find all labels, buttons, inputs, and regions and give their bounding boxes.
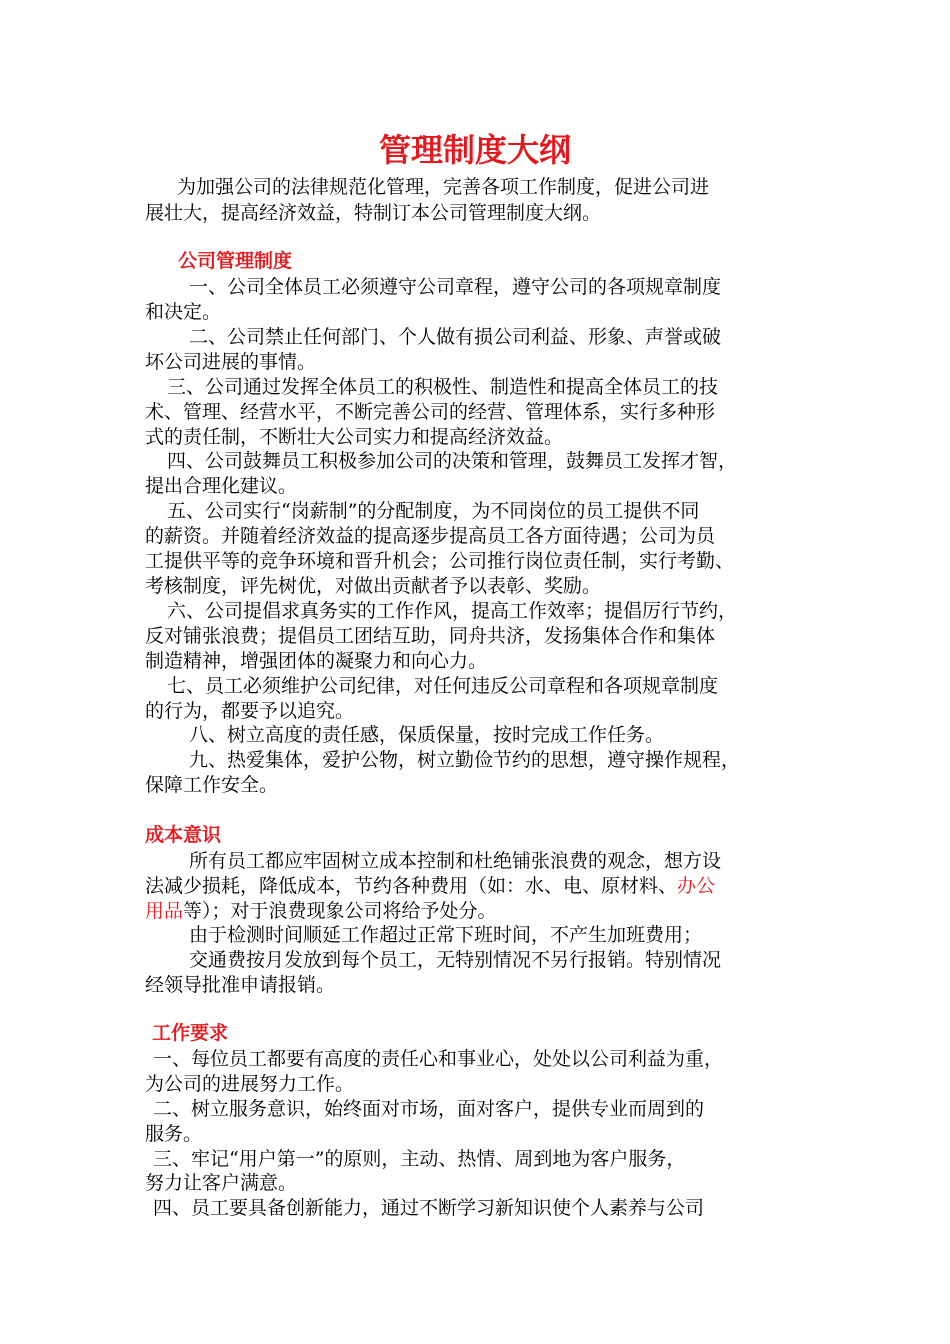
section3-line-4: 服务。	[145, 1123, 203, 1145]
section1-line-21: 保障工作安全。	[145, 774, 279, 796]
section1-line-6: 术、管理、经营水平，不断完善公司的经营、管理体系，实行多种形	[145, 401, 716, 423]
section-heading-management: 公司管理制度	[178, 250, 293, 272]
section1-line-3: 二、公司禁止任何部门、个人做有损公司利益、形象、声誉或破	[189, 326, 722, 348]
section1-line-4: 坏公司进展的事情。	[145, 351, 317, 373]
section2-line-2-text: 法减少损耗，降低成本，节约各种费用（如：水、电、原材料、	[145, 875, 678, 897]
section3-line-1: 一、每位员工都要有高度的责任心和事业心，处处以公司利益为重，	[153, 1048, 724, 1070]
section3-line-6: 努力让客户满意。	[145, 1172, 298, 1194]
section1-line-10: 五、公司实行“岗薪制”的分配制度，为不同岗位的员工提供不同	[167, 500, 700, 522]
section1-line-18: 的行为，都要予以追究。	[145, 700, 355, 722]
section1-line-13: 考核制度，评先树优，对做出贡献者予以表彰、奖励。	[145, 575, 602, 597]
section1-line-12: 工提供平等的竞争环境和晋升机会；公司推行岗位责任制，实行考勤、	[145, 550, 735, 572]
section2-line-3-text: 等）；对于浪费现象公司将给予处分。	[183, 900, 497, 922]
office-supplies-highlight-2: 用品	[145, 900, 184, 922]
section3-line-3: 二、树立服务意识，始终面对市场，面对客户，提供专业而周到的	[153, 1098, 705, 1120]
section1-line-11: 的薪资。并随着经济效益的提高逐步提高员工各方面待遇；公司为员	[145, 525, 716, 547]
office-supplies-highlight-1: 办公	[677, 875, 716, 897]
section1-line-7: 式的责任制，不断壮大公司实力和提高经济效益。	[145, 426, 564, 448]
intro-line-2: 展壮大，提高经济效益，特制订本公司管理制度大纲。	[145, 202, 602, 224]
section2-line-1: 所有员工都应牢固树立成本控制和杜绝铺张浪费的观念，想方设	[189, 850, 722, 872]
section2-line-4: 由于检测时间顺延工作超过正常下班时间，不产生加班费用；	[189, 924, 703, 946]
section1-line-16: 制造精神，增强团体的凝聚力和向心力。	[145, 650, 488, 672]
section2-line-3	[145, 898, 845, 924]
section-heading-work-requirements: 工作要求	[152, 1022, 229, 1044]
section1-line-19: 八、树立高度的责任感，保质保量，按时完成工作任务。	[189, 724, 665, 746]
section1-line-14: 六、公司提倡求真务实的工作作风，提高工作效率；提倡厉行节约，	[167, 600, 738, 622]
section1-line-1: 一、公司全体员工必须遵守公司章程，遵守公司的各项规章制度	[189, 276, 722, 298]
section1-line-15: 反对铺张浪费；提倡员工团结互助，同舟共济，发扬集体合作和集体	[145, 625, 716, 647]
section1-line-9: 提出合理化建议。	[145, 475, 298, 497]
document-title: 管理制度大纲	[378, 131, 571, 169]
section1-line-5: 三、公司通过发挥全体员工的积极性、制造性和提高全体员工的技	[167, 376, 719, 398]
section1-line-2: 和决定。	[145, 301, 222, 323]
section-heading-cost: 成本意识	[145, 824, 222, 846]
section2-line-2	[145, 873, 845, 899]
intro-line-1: 为加强公司的法律规范化管理，完善各项工作制度，促进公司进	[177, 176, 710, 198]
section3-line-5: 三、牢记“用户第一”的原则，主动、热情、周到地为客户服务，	[153, 1148, 686, 1170]
section1-line-17: 七、员工必须维护公司纪律，对任何违反公司章程和各项规章制度	[167, 675, 719, 697]
section3-line-7: 四、员工要具备创新能力，通过不断学习新知识使个人素养与公司	[153, 1197, 705, 1219]
section3-line-2: 为公司的进展努力工作。	[145, 1073, 355, 1095]
section2-line-5: 交通费按月发放到每个员工，无特别情况不另行报销。特别情况	[189, 949, 722, 971]
section2-line-6: 经领导批准申请报销。	[145, 974, 336, 996]
section1-line-20: 九、热爱集体，爱护公物，树立勤俭节约的思想，遵守操作规程，	[189, 749, 741, 771]
section1-line-8: 四、公司鼓舞员工积极参加公司的决策和管理，鼓舞员工发挥才智，	[167, 450, 738, 472]
